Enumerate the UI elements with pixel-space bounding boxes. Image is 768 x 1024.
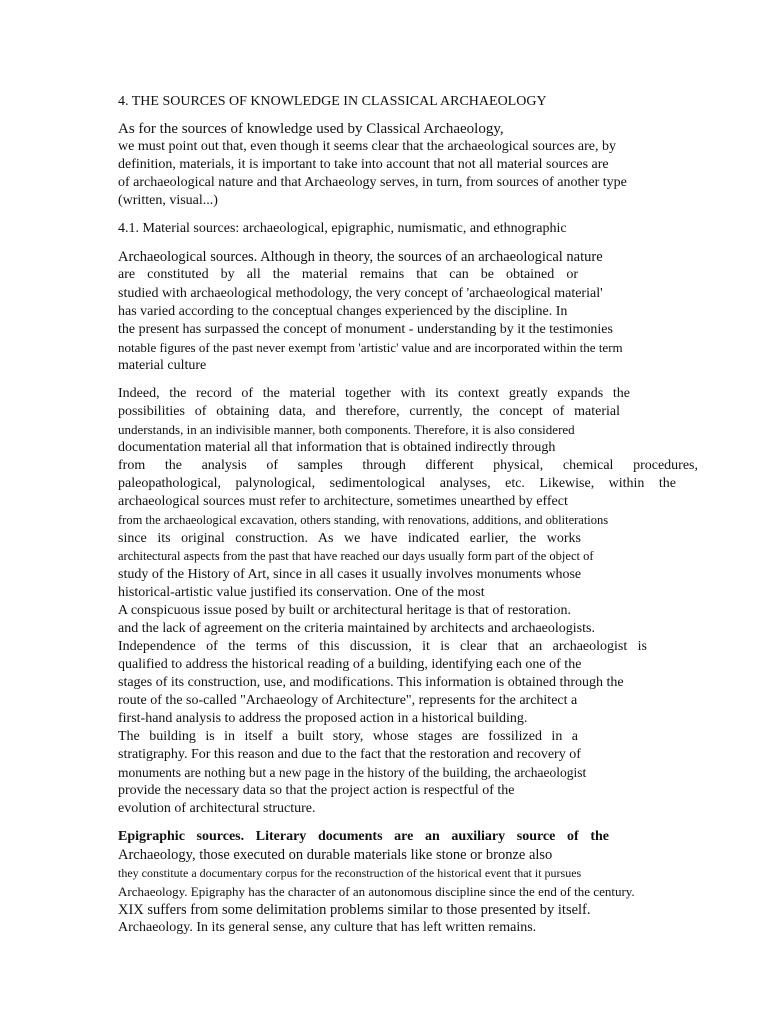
indeed-line: possibilities of obtaining data, and therefore, currently, the concept of material xyxy=(118,404,620,419)
epigraphic-line: Epigraphic sources. Literary documents are an auxiliary source of the xyxy=(118,829,609,844)
indeed-line: archaeological sources must refer to architecture, sometimes unearthed by effect xyxy=(118,494,568,509)
archaeological-line: Archaeological sources. Although in theory, the sources of an archaeological nature xyxy=(118,249,603,265)
section-heading: 4. THE SOURCES OF KNOWLEDGE IN CLASSICAL ARCHAEOLOGY xyxy=(118,94,547,109)
indeed-line: from the analysis of samples through different physical, chemical procedures, xyxy=(118,458,698,473)
indeed-line: Independence of the terms of this discussion, it is clear that an archaeologist is xyxy=(118,639,647,654)
indeed-line: first-hand analysis to address the proposed action in a historical building. xyxy=(118,711,528,726)
indeed-line: paleopathological, palynological, sedimentological analyses, etc. Likewise, within the xyxy=(118,476,676,491)
indeed-line: stages of its construction, use, and modifications. This information is obtained through the xyxy=(118,675,624,690)
indeed-line: historical-artistic value justified its conservation. One of the most xyxy=(118,585,485,600)
indeed-line: from the archaeological excavation, others standing, with renovations, additions, and obliterations xyxy=(118,513,609,527)
indeed-line: monuments are nothing but a new page in the history of the building, the archaeologist xyxy=(118,765,587,780)
indeed-line: provide the necessary data so that the project action is respectful of the xyxy=(118,783,515,798)
epigraphic-line: they constitute a documentary corpus for the reconstruction of the historical event that it pursues xyxy=(118,866,582,880)
indeed-line: architectural aspects from the past that have reached our days usually form part of the object of xyxy=(118,549,594,563)
indeed-line: and the lack of agreement on the criteria maintained by architects and archaeologists. xyxy=(118,621,595,636)
intro-line: of archaeological nature and that Archaeology serves, in turn, from sources of another type xyxy=(118,175,627,190)
indeed-line: Indeed, the record of the material together with its context greatly expands the xyxy=(118,386,630,401)
archaeological-line: studied with archaeological methodology, the very concept of 'archaeological material' xyxy=(118,286,603,301)
indeed-line: documentation material all that information that is obtained indirectly through xyxy=(118,440,556,455)
indeed-line: evolution of architectural structure. xyxy=(118,801,316,816)
archaeological-line: are constituted by all the material remains that can be obtained or xyxy=(118,267,578,282)
epigraphic-line: Archaeology. In its general sense, any culture that has left written remains. xyxy=(118,920,537,935)
intro-line: definition, materials, it is important to take into account that not all material sources are xyxy=(118,157,609,172)
indeed-line: since its original construction. As we have indicated earlier, the works xyxy=(118,531,581,546)
epigraphic-line: Archaeology, those executed on durable materials like stone or bronze also xyxy=(118,847,553,863)
intro-line: we must point out that, even though it seems clear that the archaeological sources are, by xyxy=(118,139,617,154)
archaeological-line: the present has surpassed the concept of monument - understanding by it the testimonies xyxy=(118,322,613,337)
indeed-line: qualified to address the historical reading of a building, identifying each one of the xyxy=(118,657,582,672)
intro-line: (written, visual...) xyxy=(118,193,218,208)
indeed-line: A conspicuous issue posed by built or architectural heritage is that of restoration. xyxy=(118,603,571,618)
epigraphic-line: Archaeology. Epigraphy has the character of an autonomous discipline since the end of the century. xyxy=(118,884,635,899)
archaeological-line: notable figures of the past never exempt from 'artistic' value and are incorporated within the term xyxy=(118,340,623,355)
intro-line: As for the sources of knowledge used by Classical Archaeology, xyxy=(118,121,504,137)
subheading: 4.1. Material sources: archaeological, epigraphic, numismatic, and ethnographic xyxy=(118,221,567,236)
epigraphic-line: XIX suffers from some delimitation problems similar to those presented by itself. xyxy=(118,902,591,918)
archaeological-line: has varied according to the conceptual changes experienced by the discipline. In xyxy=(118,304,568,319)
indeed-line: study of the History of Art, since in all cases it usually involves monuments whose xyxy=(118,567,582,582)
indeed-line: The building is in itself a built story, whose stages are fossilized in a xyxy=(118,729,578,744)
indeed-line: route of the so-called "Archaeology of Architecture", represents for the architect a xyxy=(118,693,578,708)
indeed-line: stratigraphy. For this reason and due to the fact that the restoration and recovery of xyxy=(118,747,581,762)
archaeological-line: material culture xyxy=(118,358,207,373)
indeed-line: understands, in an indivisible manner, both components. Therefore, it is also considered xyxy=(118,422,575,437)
